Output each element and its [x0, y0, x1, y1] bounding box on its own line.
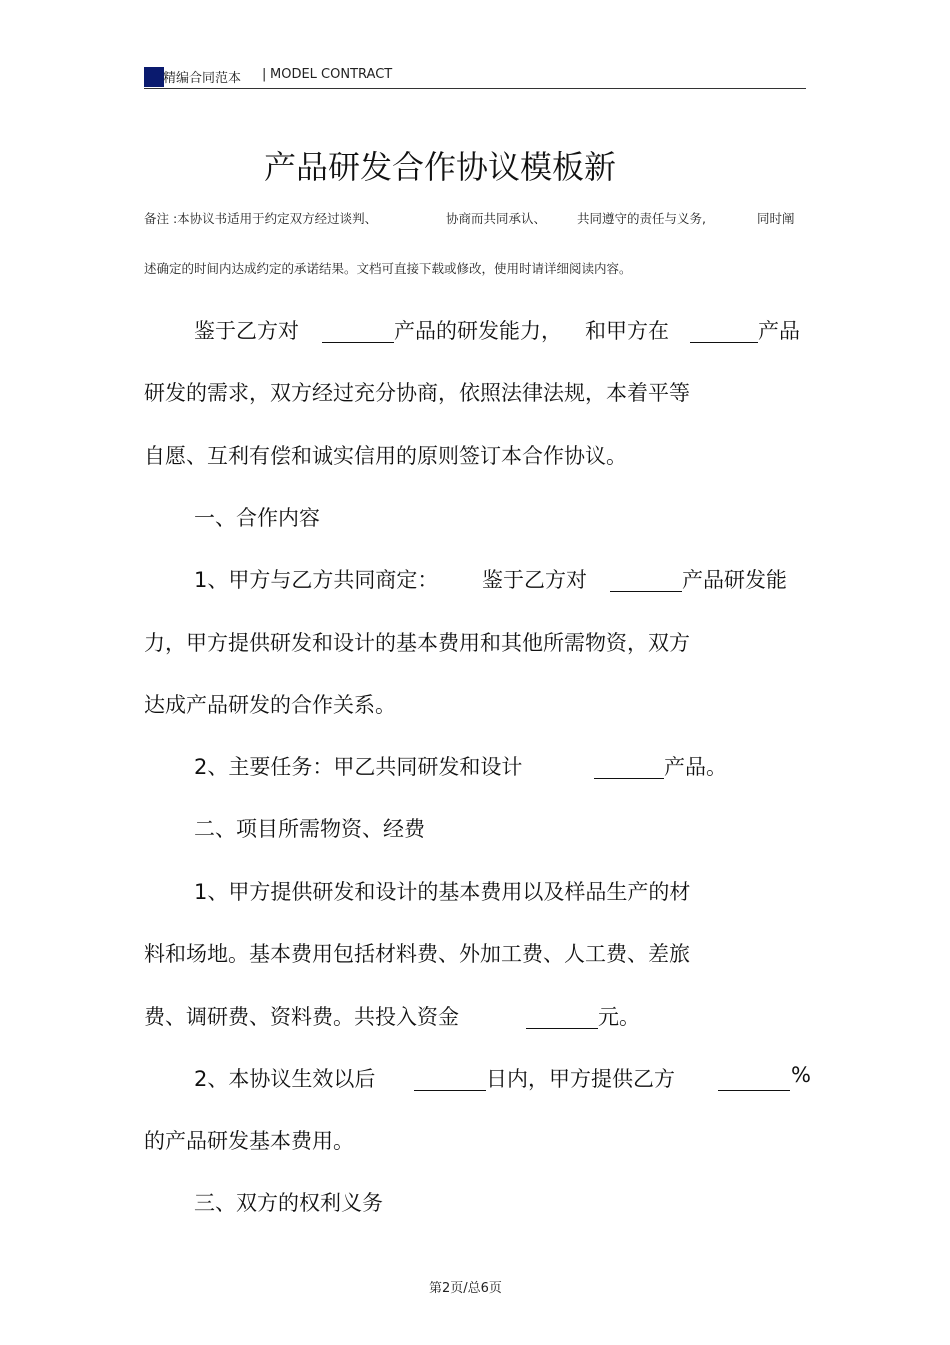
note-line1-b: 协商而共同承认、 — [446, 211, 547, 226]
blank-field — [594, 758, 664, 779]
page-number: 第2页/总6页 — [429, 1281, 502, 1296]
s1-2-text-b: 产品。 — [664, 755, 727, 779]
note-line2: 述确定的时间内达成约定的承诺结果。文档可直接下载或修改，使用时请详细阅读内容。 — [144, 261, 632, 276]
note-line1-a: 备注 :本协议书适用于约定双方经过谈判、 — [144, 211, 378, 226]
note-line1-d: 同时阐 — [757, 211, 795, 226]
brand-logo-square — [144, 67, 164, 87]
blank-field — [526, 1008, 598, 1029]
blank-field — [718, 1070, 790, 1091]
p1-text-a: 鉴于乙方对 — [194, 319, 299, 343]
header-brand: 精编合同范本 — [163, 71, 242, 86]
s2-1-text-a: 1、甲方提供研发和设计的基本费用以及样品生产的材 — [194, 880, 691, 904]
header-divider — [144, 88, 806, 89]
s2-1-line3-b: 元。 — [598, 1005, 640, 1029]
s2-2-text-c: % — [791, 1063, 811, 1087]
p1-text-b: 产品的研发能力， — [394, 319, 562, 343]
s2-1-line3-a: 费、调研费、资料费。共投入资金 — [144, 1005, 459, 1029]
s1-1-line3: 达成产品研发的合作关系。 — [144, 693, 396, 717]
s2-2-text-a: 2、本协议生效以后 — [194, 1067, 376, 1091]
p1-line2: 研发的需求，双方经过充分协商，依照法律法规，本着平等 — [144, 381, 690, 405]
s1-1-text-b: 鉴于乙方对 — [482, 568, 587, 592]
s1-1-text-c: 产品研发能 — [682, 568, 787, 592]
s2-2-text-b: 日内，甲方提供乙方 — [486, 1067, 675, 1091]
blank-field — [414, 1070, 486, 1091]
section-2-heading: 二、项目所需物资、经费 — [194, 817, 425, 841]
s2-1-line2: 料和场地。基本费用包括材料费、外加工费、人工费、差旅 — [144, 942, 690, 966]
header-subtitle: MODEL CONTRACT — [270, 67, 393, 82]
blank-field — [322, 322, 394, 343]
p1-text-d: 产品 — [758, 319, 800, 343]
s1-1-line2: 力，甲方提供研发和设计的基本费用和其他所需物资，双方 — [144, 631, 690, 655]
blank-field — [690, 322, 758, 343]
p1-text-c: 和甲方在 — [585, 319, 669, 343]
s1-2-text-a: 2、主要任务：甲乙共同研发和设计 — [194, 755, 523, 779]
s2-2-line2: 的产品研发基本费用。 — [144, 1129, 354, 1153]
section-1-heading: 一、合作内容 — [194, 506, 320, 530]
header-separator: | — [262, 67, 267, 82]
s1-1-text-a: 1、甲方与乙方共同商定： — [194, 568, 439, 592]
section-3-heading: 三、双方的权利义务 — [194, 1191, 383, 1215]
blank-field — [610, 571, 682, 592]
document-title: 产品研发合作协议模板新 — [264, 148, 617, 186]
note-line1-c: 共同遵守的责任与义务, — [577, 211, 706, 226]
p1-line3: 自愿、互利有偿和诚实信用的原则签订本合作协议。 — [144, 444, 627, 468]
